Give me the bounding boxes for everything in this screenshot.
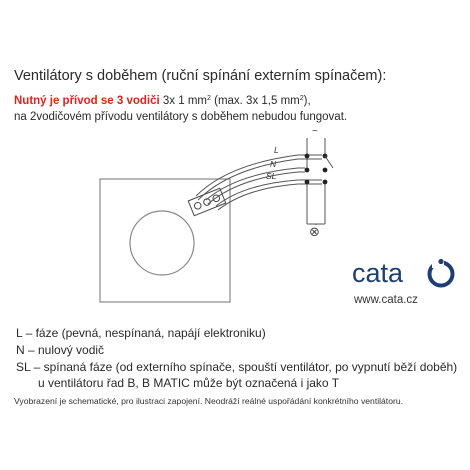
legend-line-n: N – nulový vodič (16, 343, 105, 357)
lamp-branch (307, 184, 325, 225)
requirement-text-c: ), (303, 95, 311, 107)
wiring-requirement (14, 95, 311, 107)
footnote: Vyobrazení je schematické, pro ilustraci zapojení. Neodráží reálné uspořádání konkrétního ventilátoru. (14, 396, 404, 406)
lamp-icon: ⊗ (309, 225, 320, 240)
legend-line-sl: SL – spínaná fáze (od externího spínače, spouští ventilátor, po vypnutí běží doběh) (16, 360, 458, 374)
wire-label-sl: SL (266, 171, 277, 181)
cata-logo (352, 258, 458, 290)
wiring-diagram (0, 120, 470, 320)
junction-dot (305, 168, 310, 173)
superscript-b: 2 (299, 95, 304, 102)
requirement-highlight: Nutný je přívod se 3 vodiči (14, 95, 160, 107)
superscript-a: 2 (207, 95, 211, 102)
supply-rails (307, 138, 325, 168)
junction-dot (305, 180, 310, 185)
page-title: Ventilátory s doběhem (ruční spínání externím spínačem): (14, 68, 387, 84)
switch-contact (325, 156, 333, 168)
website-link[interactable]: www.cata.cz (354, 294, 418, 306)
legend-line-l: L – fáze (pevná, nespínaná, napájí elektroniku) (16, 326, 266, 340)
junction-dot (305, 154, 310, 159)
logo-text: cata (352, 258, 404, 288)
junction-dot (323, 180, 328, 185)
requirement-text-a: 3x 1 mm (159, 95, 208, 107)
junction-dot (323, 168, 328, 173)
wire-label-l: L (274, 145, 279, 155)
wire-label-n: N (270, 159, 277, 169)
logo-mark-icon (430, 259, 453, 286)
supply-label: ~ (312, 126, 318, 137)
requirement-note: na 2vodičovém přívodu ventilátory s doběhem nebudou fungovat. (14, 111, 348, 123)
fan-impeller-circle (130, 211, 194, 275)
legend-line-sl-note: u ventilátoru řad B, B MATIC může být označená i jako T (38, 376, 340, 390)
requirement-text-b: (max. 3x 1,5 mm (210, 95, 300, 107)
